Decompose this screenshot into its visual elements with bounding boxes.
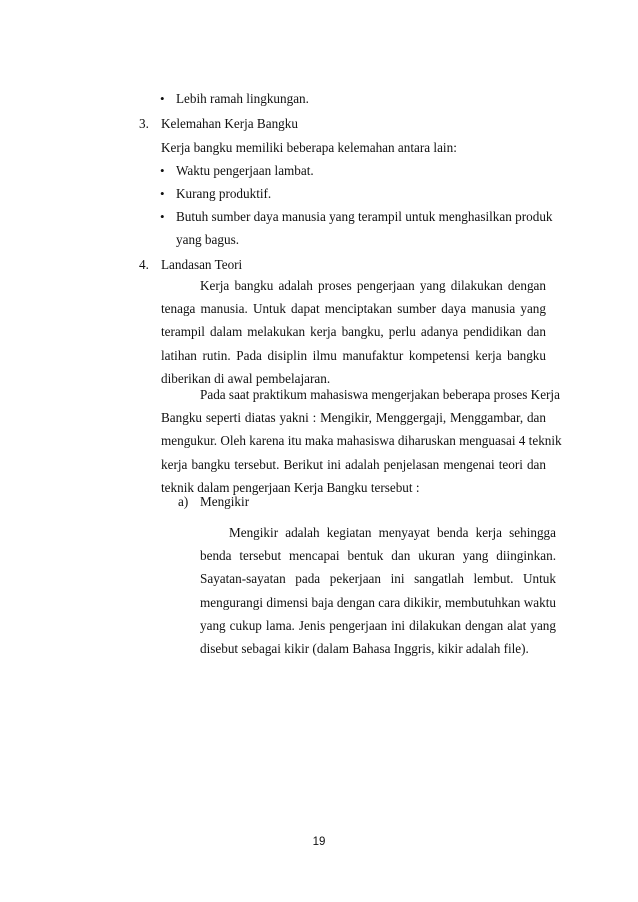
bullet-dot-icon: • xyxy=(160,186,165,201)
paragraph-line: Bangku seperti diatas yakni : Mengikir, Menggergaji, Menggambar, dan xyxy=(161,410,546,426)
bullet-text: Butuh sumber daya manusia yang terampil untuk menghasilkan produk xyxy=(176,209,553,224)
section-number: 3. xyxy=(139,116,149,131)
bullet-text: Waktu pengerjaan lambat. xyxy=(176,163,314,178)
bullet-dot-icon: • xyxy=(160,209,165,224)
subsection-title: Mengikir xyxy=(200,494,250,509)
subsection-label: a) xyxy=(178,494,189,509)
bullet-text-continuation: yang bagus. xyxy=(176,232,239,247)
paragraph-line: disebut sebagai kikir (dalam Bahasa Inggris, kikir adalah file). xyxy=(200,641,529,657)
paragraph xyxy=(161,383,562,499)
paragraph xyxy=(161,274,546,390)
paragraph-line: teknik dalam pengerjaan Kerja Bangku tersebut : xyxy=(161,479,420,495)
paragraph-line: Sayatan-sayatan pada pekerjaan ini sangatlah lembut. Untuk xyxy=(200,571,556,587)
paragraph-line: kerja bangku tersebut. Berikut ini adalah penjelasan mengenai teori dan xyxy=(161,456,546,472)
bullet-dot-icon: • xyxy=(160,163,165,178)
section-intro: Kerja bangku memiliki beberapa kelemahan antara lain: xyxy=(161,140,457,155)
bullet-text: Lebih ramah lingkungan. xyxy=(176,91,309,106)
paragraph-line: Mengikir adalah kegiatan menyayat benda kerja sehingga xyxy=(229,525,556,540)
paragraph-line: latihan rutin. Pada disiplin ilmu manufaktur kompetensi kerja bangku xyxy=(161,347,546,363)
section-title: Kelemahan Kerja Bangku xyxy=(161,116,298,131)
bullet-text: Kurang produktif. xyxy=(176,186,272,201)
paragraph-line: Pada saat praktikum mahasiswa mengerjakan beberapa proses Kerja xyxy=(200,387,560,402)
section-title: Landasan Teori xyxy=(161,257,243,272)
paragraph-line: diberikan di awal pembelajaran. xyxy=(161,370,331,386)
bullet-dot-icon: • xyxy=(160,91,165,106)
page-number: 19 xyxy=(312,836,326,848)
paragraph-line: benda tersebut mencapai bentuk dan ukuran yang diinginkan. xyxy=(200,548,556,564)
paragraph-line: tenaga manusia. Untuk dapat menciptakan sumber daya manusia yang xyxy=(161,301,546,317)
paragraph-line: terampil dalam melakukan kerja bangku, perlu adanya pendidikan dan xyxy=(161,324,546,340)
section-number: 4. xyxy=(139,257,149,272)
paragraph-line: mengurangi dimensi baja dengan cara dikikir, membutuhkan waktu xyxy=(200,594,556,610)
paragraph-line: yang cukup lama. Jenis pengerjaan ini dilakukan dengan alat yang xyxy=(200,617,556,633)
paragraph-line: Kerja bangku adalah proses pengerjaan yang dilakukan dengan xyxy=(200,278,546,293)
paragraph-line: mengukur. Oleh karena itu maka mahasiswa diharuskan menguasai 4 teknik xyxy=(161,433,562,449)
paragraph xyxy=(200,521,556,660)
